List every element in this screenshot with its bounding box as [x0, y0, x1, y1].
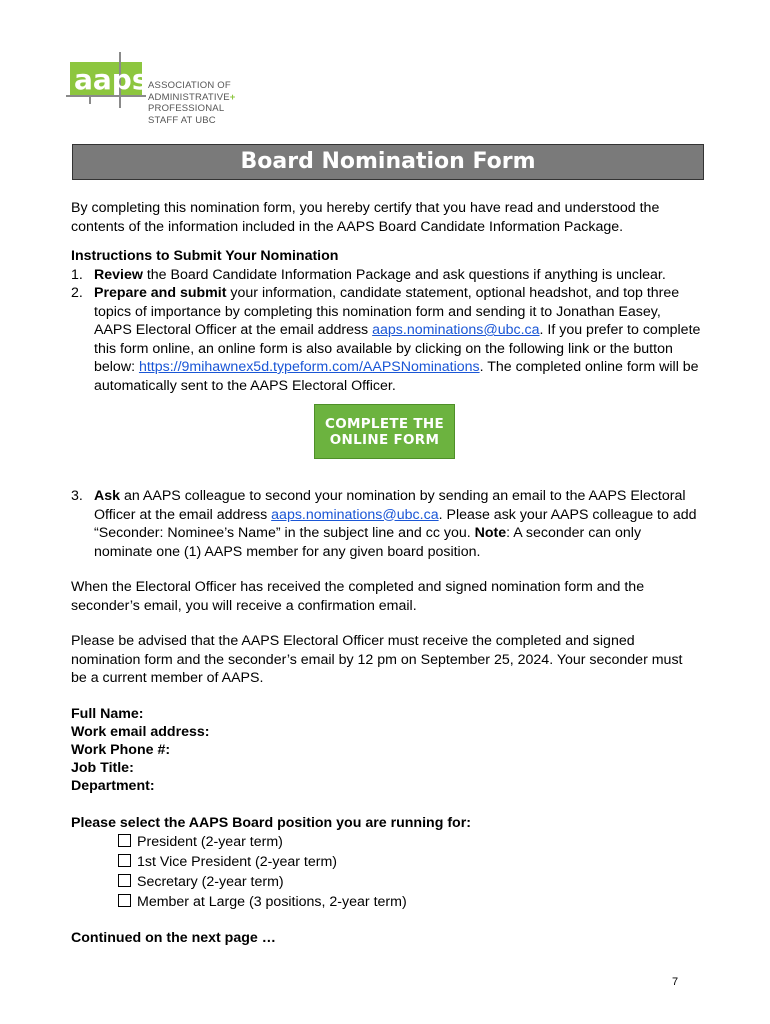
instructions-list-continued [71, 487, 701, 561]
checkbox[interactable] [118, 854, 131, 867]
typeform-link[interactable]: https://9mihawnex5d.typeform.com/AAPSNominations [138, 359, 480, 375]
instructions-heading: Instructions to Submit Your Nomination [71, 248, 339, 264]
button-line-1: COMPLETE THE [325, 415, 444, 432]
field-full-name[interactable]: Full Name: [71, 705, 144, 722]
instruction-item-3 [71, 487, 701, 561]
page-number: 7 [672, 976, 679, 988]
item-text: . If you prefer to complete this form online, an online form is also available by clicking on the following link or the button below: [94, 322, 701, 375]
note-label: Note [474, 525, 507, 541]
item-number: 3. [71, 488, 83, 504]
button-area [71, 404, 701, 474]
field-job-title[interactable]: Job Title: [71, 759, 134, 776]
item-bold: Prepare and submit [94, 285, 227, 301]
confirmation-paragraph: When the Electoral Officer has received the completed and signed nomination form and the seconder’s email, you will receive a confirmation email. [71, 579, 645, 614]
option-label: President (2-year term) [137, 834, 283, 850]
field-department[interactable]: Department: [71, 777, 155, 794]
item-text: an AAPS colleague to second your nomination by sending an email to the AAPS Electoral Officer at the email address [94, 488, 686, 523]
item-number: 2. [71, 285, 83, 301]
form-content [71, 199, 701, 948]
field-work-email[interactable]: Work email address: [71, 723, 210, 740]
form-title: Board Nomination Form [72, 144, 704, 180]
form-fields [71, 705, 701, 795]
position-option-vice-president[interactable] [118, 852, 701, 872]
item-text: your information, candidate statement, optional headshot, and top three topics of importance by completing this nomination form and sending it to Jonathan Easey, AAPS Electoral Officer at the email address [94, 285, 680, 338]
position-option-member-at-large[interactable] [118, 892, 701, 912]
position-option-secretary[interactable] [118, 872, 701, 892]
logo-text [148, 80, 236, 126]
logo-line-3: PROFESSIONAL [148, 103, 225, 114]
position-options [118, 832, 701, 912]
intro-paragraph: By completing this nomination form, you hereby certify that you have read and understood the contents of the information included in the AAPS Board Candidate Information Package. [71, 200, 660, 235]
deadline-paragraph: Please be advised that the AAPS Electoral Officer must receive the completed and signed nomination form and the seconder’s email by 12 pm on September 25, 2024. Your seconder must be a current member of AAPS. [71, 633, 683, 686]
instruction-item-2 [71, 284, 701, 395]
item-bold: Review [94, 266, 143, 283]
logo-plus: + [229, 91, 236, 103]
item-text: the Board Candidate Information Package and ask questions if anything is unclear. [142, 266, 666, 283]
option-label: Secretary (2-year term) [137, 874, 284, 890]
instruction-item-1 [71, 266, 701, 285]
logo-line-1: ASSOCIATION OF [148, 80, 231, 91]
email-link[interactable]: aaps.nominations@ubc.ca [271, 506, 439, 523]
field-work-phone[interactable]: Work Phone #: [71, 741, 171, 758]
complete-online-form-button[interactable] [314, 404, 455, 459]
option-label: 1st Vice President (2-year term) [137, 854, 338, 870]
button-line-2: ONLINE FORM [329, 431, 440, 448]
email-link[interactable]: aaps.nominations@ubc.ca [372, 322, 540, 338]
item-bold: Ask [94, 488, 121, 504]
checkbox[interactable] [118, 834, 131, 847]
logo-line-2: ADMINISTRATIVE [148, 91, 230, 103]
item-text: . The completed online form will be automatically sent to the AAPS Electoral Officer. [94, 359, 699, 394]
item-text: . Please ask your AAPS colleague to add “Seconder: Nominee’s Name” in the subject line and cc you. [94, 506, 697, 541]
checkbox[interactable] [118, 874, 131, 887]
checkbox[interactable] [118, 894, 131, 907]
instructions-list [71, 266, 701, 396]
item-number: 1. [71, 266, 83, 283]
option-label: Member at Large (3 positions, 2-year term) [137, 894, 407, 910]
logo-line-4: STAFF AT UBC [148, 114, 216, 126]
item-text: : A seconder can only nominate one (1) AAPS member for any given board position. [94, 525, 642, 560]
position-option-president[interactable] [118, 832, 701, 852]
logo-wordmark: aaps [74, 63, 149, 96]
continued-note: Continued on the next page … [71, 930, 276, 946]
position-heading: Please select the AAPS Board position you are running for: [71, 814, 471, 831]
